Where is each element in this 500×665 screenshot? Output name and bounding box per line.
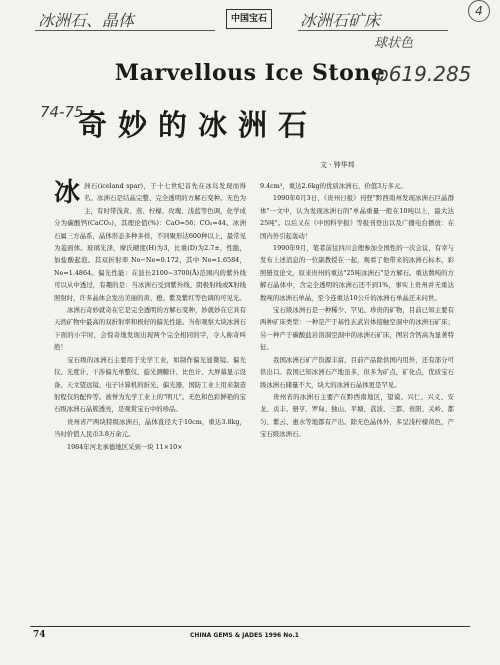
handwritten-note-right: 冰洲石矿床 — [300, 11, 381, 30]
paragraph: 贵州省产两块特级冰洲石，晶体直径大于10cm，重达3.8kg，当时价值人民币3.8万余元。 — [54, 417, 246, 439]
article-column-left — [54, 180, 246, 453]
paragraph: 1984年河北承德地区采到一块 11×10× — [67, 442, 183, 451]
paragraph: 我国冰洲石矿产资源丰富，目前产品除供国内用外，还有部分可供出口。我国已知冰洲石产地虽多，但多为矿点，矿化点，优质宝石级冰洲石储量不大，块大的冰洲石晶体更是罕见。 — [260, 355, 454, 389]
paragraph: 9.4cm³，重达2.6kg的优质冰洲石，价值3万多元。 — [260, 182, 407, 190]
paragraph: 冰洲石奇妙就奇在它是完全透明的方解石变种，妙就妙在它具有天然矿物中最高的双折射率和极好的偏光性能。当你观察大块冰洲石下面的小字时，会惊奇地发现出现两个完全相同的字，令人称奇叫绝！ — [54, 306, 246, 352]
paragraph: 1990年6月3日，《贵州日报》刊登"黔西南州发现冰洲石巨晶群体"一文中，认为发现冰洲石的"单晶重量一般在10吨以上，最大达25吨"。以后又在《中国科学报》等报刊登出以及广播电台播放：在国内外引起轰动！ — [260, 194, 454, 240]
journal-footer: CHINA GEMS & JADES 1996 No.1 — [190, 632, 299, 639]
handwritten-underline-left — [35, 30, 215, 31]
article-author: 文 · 钟华邦 — [320, 161, 355, 169]
journal-logo: 中国宝石 — [226, 9, 272, 29]
page-number: 74 — [33, 630, 46, 640]
paragraph: 宝石级的冰洲石主要用于光学工业，如制作偏光显微镜、偏光仪、光度计、干涉偏光单整仪、旋光测糖计、比色计、大屏幕显示设备、天文望远镜、电子计算机的折光、偏光器，国防工业上用来制造射程仪的配件等。被誉为光学工业上的"明儿"。无色和色彩鲜艳的宝石级冰洲石晶簇透亮，是观赏宝石中的珍品。 — [54, 355, 246, 414]
paragraph: 贵州省的冰洲石主要产在黔西南地区，望谟、兴仁、兴义、安龙、贞丰、册亨、罗甸、独山、平塘、荔波、三都、贵阳、关岭、都匀、紫云、惠水等地都有产出。除无色晶体外，多呈浅柠檬黄色，产宝石级冰洲石。 — [260, 392, 454, 439]
article-title-chinese: 奇妙的冰洲石 — [78, 108, 319, 142]
handwritten-page-range: 74-75 — [40, 103, 84, 121]
handwritten-circled-number: 4 — [468, 0, 490, 22]
article-title-english: Marvellous Ice Stone — [114, 60, 386, 86]
handwritten-note-sub: 球状色 — [374, 36, 414, 51]
handwritten-note-left: 冰洲石、晶体 — [38, 11, 135, 30]
paragraph: 洲石(iceland spar)，于十七世纪首先在冰岛发现而得名。冰洲石是结晶完整、完全透明的方解石变种。无色为主，有时带浅黄、蒸、柠檬、玫瑰、浅蓝等色调，化学成分为碳酸钙(CaCO₃)，其理论值(%)：CaO=56；CO₂=44。冰洲石属三方晶系，晶体形态多种多样，不同聚形达600种以上，最常见为菱面体。玻璃光泽，摩氏硬度(H)为3，比重(D)为2.7±，性脆，加盐酸起泡。其双折射率 No−Ne=0.172，其中 No=1.6584，Ne=1.4864。偏光性能：在波长2100~3700(Å)范围内的紫外线可以从中透过，有趣的是：当冰洲石受到紫外线、阴极射线或X射线照射时，许多晶体会发出美丽的黄、橙、紫及紫红等色调的可见光。 — [54, 182, 246, 302]
paragraph: 1990年9月，笔者前往四川会理参加全国性的一次会议，有幸与发布上述消息的一位副教授在一起，观看了他带来的冰洲石标本，彩照册及论文，原来贵州的重达"25吨冰洲石"是方解石。重达数吨的方解石晶体中，含完全透明的冰洲石还不到1%，事实上贵州并无重达数吨的冰洲石单晶，至今连重达10公斤的冰洲石单晶还未问世。 — [260, 244, 454, 302]
article-column-right — [260, 180, 454, 441]
handwritten-reference-code: p619.285 — [376, 62, 472, 86]
footer-rule — [30, 626, 470, 627]
dropcap: 冰 — [54, 178, 81, 208]
handwritten-underline-right — [298, 30, 448, 31]
paragraph: 宝石级冰洲石是一种稀少、罕见、珍贵的矿物，目前已知主要有两种矿床类型：一种是产于基性玄武岩体接触空洞中的冰洲石矿床；另一种产于碳酸盐岩溶洞空洞中的冰洲石矿床，图岩含钙高为显著特征。 — [260, 306, 454, 352]
